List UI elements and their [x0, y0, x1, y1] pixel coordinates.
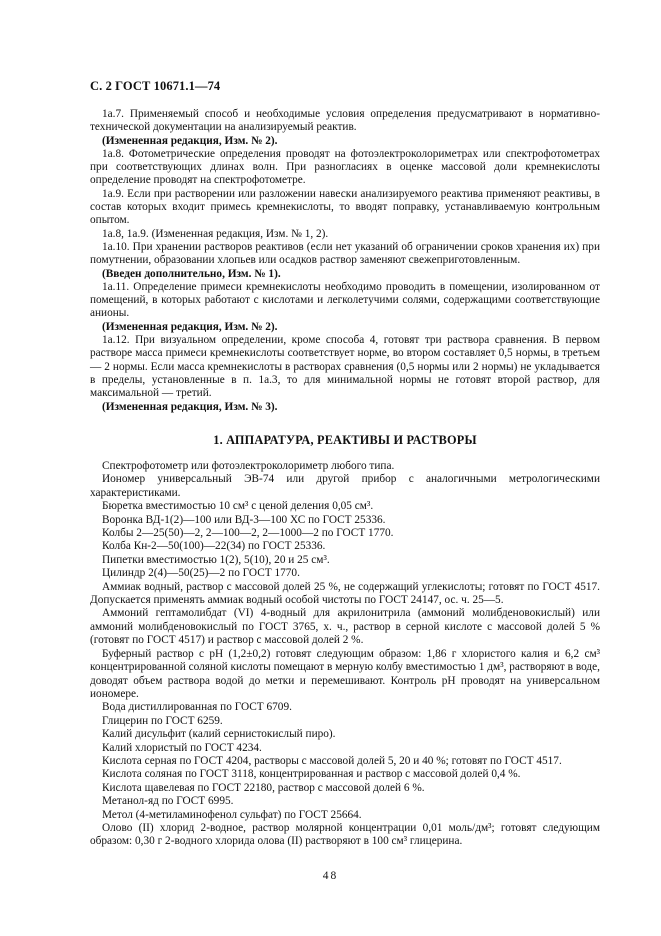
- list-item: Метол (4-метиламинофенол сульфат) по ГОСТ 25664.: [102, 808, 362, 821]
- list-item: Калий дисульфит (калий сернистокислый пиро).: [102, 728, 336, 741]
- paragraph: 1а.11. Определение примеси кремнекислоты необходимо проводить в помещении, изолированном от помещений, в которых работают с кислотами и легколетучими солями, содержащими соответствующие анионы.: [90, 280, 600, 320]
- list-item: Аммиак водный, раствор с массовой долей 25 %, не содержащий углекислоты; готовят по ГОСТ 4517. Допускается применять аммиак водный особой чистоты по ГОСТ 24147, ос. ч. 25—5.: [90, 580, 600, 607]
- intro-text: [90, 108, 600, 414]
- amendment-note: (Измененная редакция, Изм. № 2).: [102, 134, 278, 147]
- list-item: Вода дистиллированная по ГОСТ 6709.: [102, 701, 292, 714]
- list-item: Аммоний гептамолибдат (VI) 4-водный для акрилонитрила (аммоний молибденовокислый) или аммоний молибденовокислый по ГОСТ 3765, х. ч., раствор в серной кислоте с массовой долей 5 % (готовят по ГОСТ 4517) и раствор с массовой долей 2 %.: [90, 607, 600, 647]
- paragraph: 1а.8, 1а.9. (Измененная редакция, Изм. № 1, 2).: [102, 227, 329, 240]
- list-item: Кислота серная по ГОСТ 4204, растворы с массовой долей 5, 20 и 40 %; готовят по ГОСТ 4517.: [102, 754, 562, 767]
- list-item: Спектрофотометр или фотоэлектроколориметр любого типа.: [102, 460, 395, 472]
- page-number: 48: [322, 870, 339, 882]
- list-item: Колба Кн-2—50(100)—22(34) по ГОСТ 25336.: [102, 540, 326, 553]
- paragraph: 1а.8. Фотометрические определения проводят на фотоэлектроколориметрах или спектрофотометрах при соответствующих длинах волн. При разногласиях в оценке массовой доли кремнекислоты определение проводят на спектрофотометре.: [90, 147, 600, 187]
- paragraph: 1а.12. При визуальном определении, кроме способа 4, готовят три раствора сравнения. В первом растворе масса примеси кремнекислоты соответствует норме, во втором составляет 0,5 нормы, в третьем — 2 нормы. Если масса кремнекислоты в растворах сравнения (0,5 нормы или 2 нормы) не укладывается в пределы, установленные в п. 1а.3, то для минимальной нормы не готовят второй раствор, для максимальной — третий.: [90, 334, 600, 400]
- list-item: Воронка ВД-1(2)—100 или ВД-3—100 ХС по ГОСТ 25336.: [102, 513, 386, 526]
- equipment-list: [90, 460, 600, 849]
- list-item: Олово (II) хлорид 2-водное, раствор молярной концентрации 0,01 моль/дм³; готовят следующим образом: 0,30 г 2-водного хлорида олова (II) растворяют в 100 см³ глицерина.: [90, 821, 600, 848]
- list-item: Кислота соляная по ГОСТ 3118, концентрированная и раствор с массовой долей 0,4 %.: [102, 768, 521, 781]
- list-item: Кислота щавелевая по ГОСТ 22180, раствор с массовой долей 6 %.: [102, 781, 425, 794]
- list-item: Иономер универсальный ЭВ-74 или другой прибор с аналогичными метрологическими характеристиками.: [90, 473, 600, 499]
- paragraph: 1а.10. При хранении растворов реактивов (если нет указаний об ограничении сроков хранения их) при помутнении, образовании хлопьев или осадков раствор заменяют свежеприготовленным.: [90, 240, 600, 267]
- paragraph: 1а.7. Применяемый способ и необходимые условия определения предусматривают в нормативно-технической документации на анализируемый реактив.: [90, 108, 600, 134]
- amendment-note: (Измененная редакция, Изм. № 2).: [102, 320, 278, 333]
- list-item: Пипетки вместимостью 1(2), 5(10), 20 и 25 см³.: [102, 553, 330, 566]
- amendment-note: (Введен дополнительно, Изм. № 1).: [102, 267, 281, 280]
- section-title: 1. АППАРАТУРА, РЕАКТИВЫ И РАСТВОРЫ: [213, 433, 477, 447]
- list-item: Цилиндр 2(4)—50(25)—2 по ГОСТ 1770.: [102, 567, 300, 580]
- list-item: Калий хлористый по ГОСТ 4234.: [102, 741, 262, 754]
- list-item: Колбы 2—25(50)—2, 2—100—2, 2—1000—2 по ГОСТ 1770.: [102, 527, 394, 540]
- list-item: Буферный раствор с рН (1,2±0,2) готовят следующим образом: 1,86 г хлористого калия и 6,2 см³ концентрированной соляной кислоты помещают в мерную колбу вместимостью 1 дм³, растворяют в воде, доводят объем раствора водой до метки и перемешивают. Контроль рН проводят на универсальном иономере.: [90, 647, 600, 700]
- list-item: Глицерин по ГОСТ 6259.: [102, 714, 223, 727]
- page-header: С. 2 ГОСТ 10671.1—74: [90, 79, 221, 93]
- amendment-note: (Измененная редакция, Изм. № 3).: [102, 400, 278, 413]
- list-item: Метанол-яд по ГОСТ 6995.: [102, 795, 234, 808]
- list-item: Бюретка вместимостью 10 см³ с ценой деления 0,05 см³.: [102, 500, 374, 513]
- paragraph: 1а.9. Если при растворении или разложении навески анализируемого реактива применяют реактивы, в состав которых входит примесь кремнекислоты, то вводят поправку, устанавливаемую контрольным опытом.: [90, 187, 600, 227]
